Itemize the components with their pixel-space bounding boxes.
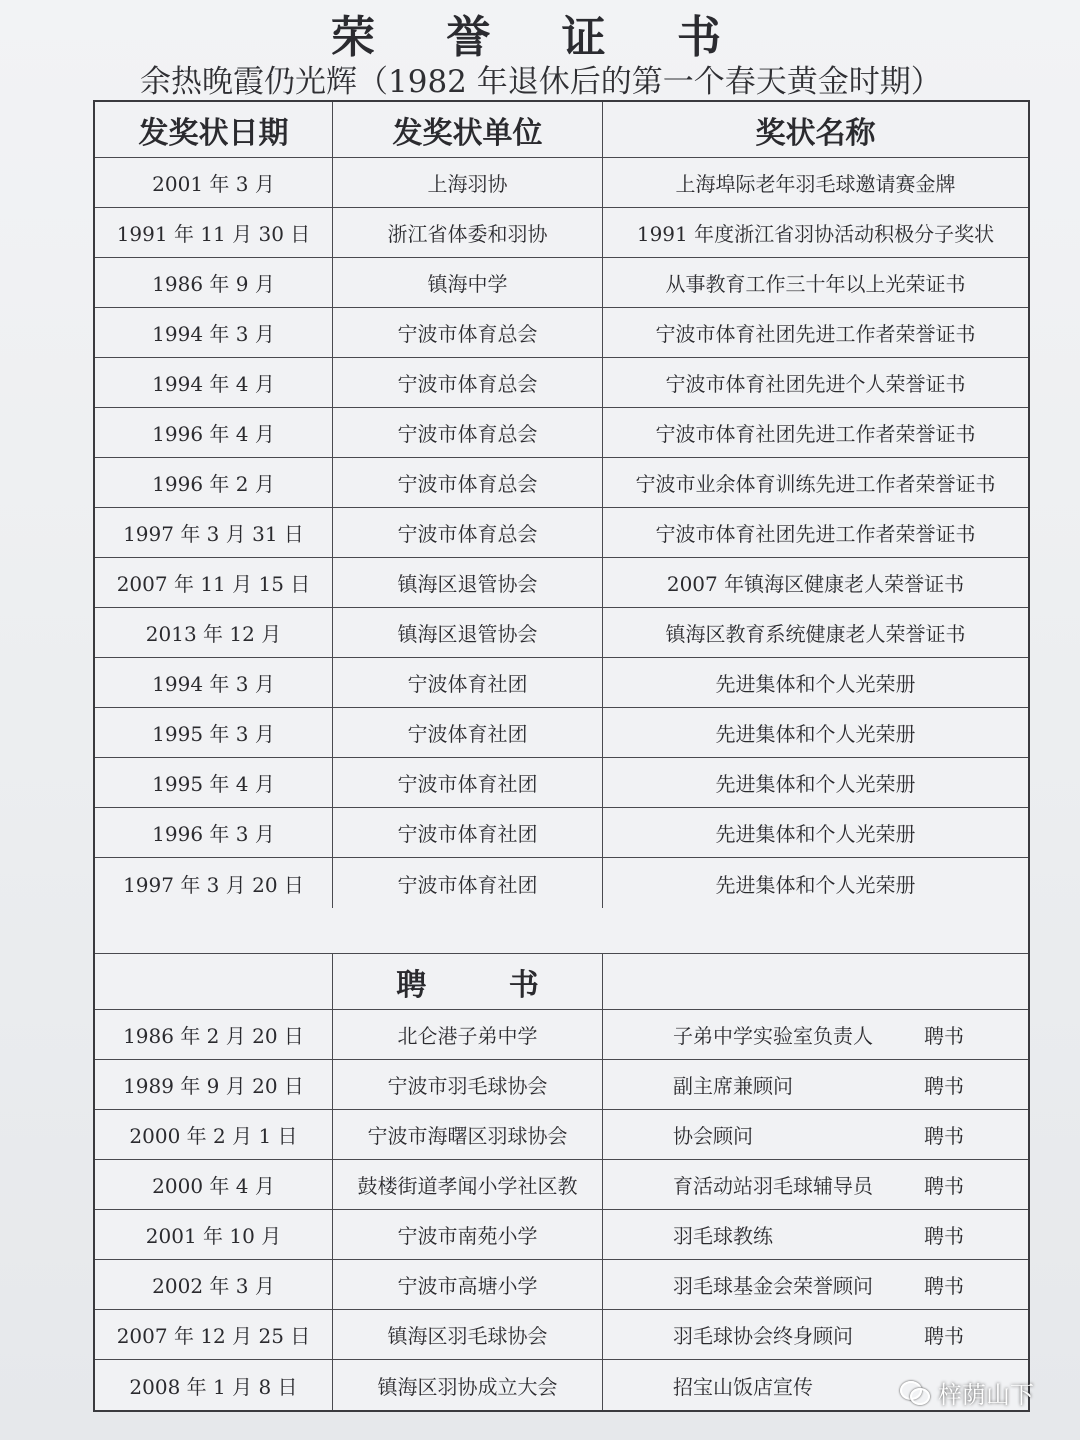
award-date: 1994 年 3 月: [95, 308, 333, 357]
table-row: [95, 1210, 1028, 1260]
appointment-unit: 宁波市南苑小学: [333, 1210, 603, 1259]
honors-table: [93, 100, 1030, 1412]
page-title: 荣 誉 证 书: [331, 12, 749, 63]
award-name: 宁波市体育社团先进工作者荣誉证书: [655, 322, 976, 346]
appointment-role: 育活动站羽毛球辅导员: [673, 1174, 873, 1198]
table-row: [95, 458, 1028, 508]
award-name: 宁波市体育社团先进个人荣誉证书: [665, 372, 966, 396]
table-row: [95, 1160, 1028, 1210]
appointment-role-cell: [603, 1010, 1028, 1059]
table-row: [95, 808, 1028, 858]
appointments-header: 聘 书: [333, 954, 603, 1009]
award-name: 2007 年镇海区健康老人荣誉证书: [666, 572, 965, 596]
table-row: [95, 508, 1028, 558]
table-row: [95, 358, 1028, 408]
appointment-type: 聘书: [924, 1024, 964, 1048]
award-name: 1991 年度浙江省羽协活动积极分子奖状: [636, 222, 995, 246]
award-date: 1995 年 3 月: [95, 708, 333, 757]
appointment-date: 1986 年 2 月 20 日: [95, 1010, 333, 1059]
award-rows: [95, 158, 1028, 908]
appointment-role: 羽毛球教练: [673, 1224, 773, 1248]
appointment-unit: 宁波市高塘小学: [333, 1260, 603, 1309]
table-row: [95, 258, 1028, 308]
award-date: 1996 年 3 月: [95, 808, 333, 857]
award-unit: 宁波市体育社团: [333, 858, 603, 908]
award-date: 2007 年 11 月 15 日: [95, 558, 333, 607]
appointment-role-cell: [603, 1160, 1028, 1209]
appointment-role-cell: [603, 1060, 1028, 1109]
award-date: 1995 年 4 月: [95, 758, 333, 807]
appointment-unit: 宁波市羽毛球协会: [333, 1060, 603, 1109]
table-row: [95, 308, 1028, 358]
appointment-role-cell: [603, 1260, 1028, 1309]
appointment-type: 聘书: [924, 1224, 964, 1248]
appointment-unit: 北仑港子弟中学: [333, 1010, 603, 1059]
appointment-unit: 宁波市海曙区羽球协会: [333, 1110, 603, 1159]
table-row: [95, 158, 1028, 208]
appointment-date: 2001 年 10 月: [95, 1210, 333, 1259]
award-name: 先进集体和个人光荣册: [715, 772, 916, 796]
appointment-role-cell: [603, 1110, 1028, 1159]
appointment-unit: 鼓楼街道孝闻小学社区教: [333, 1160, 603, 1209]
award-name: 宁波市业余体育训练先进工作者荣誉证书: [635, 472, 996, 496]
award-name: 先进集体和个人光荣册: [715, 872, 916, 897]
appointment-role: 羽毛球基金会荣誉顾问: [673, 1274, 873, 1298]
appointment-date: 1989 年 9 月 20 日: [95, 1060, 333, 1109]
award-date: 1994 年 4 月: [95, 358, 333, 407]
appointment-date: 2002 年 3 月: [95, 1260, 333, 1309]
header-date: 发奖状日期: [95, 102, 333, 157]
award-name: 从事教育工作三十年以上光荣证书: [665, 272, 966, 296]
award-date: 2001 年 3 月: [95, 158, 333, 207]
appointments-header-blank-right: [603, 954, 1028, 1009]
appointment-date: 2008 年 1 月 8 日: [95, 1360, 333, 1410]
award-name: 先进集体和个人光荣册: [715, 722, 916, 746]
award-date: 1997 年 3 月 20 日: [95, 858, 333, 908]
award-date: 1997 年 3 月 31 日: [95, 508, 333, 557]
appointment-role: 协会顾问: [673, 1124, 753, 1148]
appointment-unit: 镇海区羽毛球协会: [333, 1310, 603, 1359]
table-row: [95, 658, 1028, 708]
table-row: [95, 1260, 1028, 1310]
appointments-header-blank: [95, 954, 333, 1009]
table-row: [95, 1010, 1028, 1060]
appointment-role: 子弟中学实验室负责人: [673, 1024, 873, 1048]
award-unit: 宁波市体育总会: [333, 458, 603, 507]
award-unit: 宁波市体育社团: [333, 808, 603, 857]
appointment-date: 2000 年 4 月: [95, 1160, 333, 1209]
award-unit: 镇海区退管协会: [333, 608, 603, 657]
table-row: [95, 1360, 1028, 1410]
appointment-role-cell: [603, 1210, 1028, 1259]
appointment-date: 2007 年 12 月 25 日: [95, 1310, 333, 1359]
table-row: [95, 558, 1028, 608]
watermark: [900, 1372, 1034, 1412]
award-name: 镇海区教育系统健康老人荣誉证书: [665, 622, 966, 646]
award-name: 宁波市体育社团先进工作者荣誉证书: [655, 422, 976, 446]
wechat-icon: [900, 1379, 930, 1405]
header-name: 奖状名称: [755, 115, 876, 151]
appointment-type: 聘书: [924, 1124, 964, 1148]
appointment-type: 聘书: [924, 1274, 964, 1298]
award-unit: 上海羽协: [333, 158, 603, 207]
award-unit: 宁波体育社团: [333, 708, 603, 757]
appointment-unit: 镇海区羽协成立大会: [333, 1360, 603, 1410]
award-name: 先进集体和个人光荣册: [715, 672, 916, 696]
page-subtitle: 余热晚霞仍光辉（1982 年退休后的第一个春天黄金时期）: [140, 64, 942, 100]
award-date: 1996 年 4 月: [95, 408, 333, 457]
table-row: [95, 1060, 1028, 1110]
table-row: [95, 608, 1028, 658]
award-unit: 浙江省体委和羽协: [333, 208, 603, 257]
watermark-text: 梓荫山下: [938, 1380, 1034, 1409]
table-row: [95, 1110, 1028, 1160]
appointment-role: 副主席兼顾问: [673, 1074, 793, 1098]
table-row: [95, 858, 1028, 908]
award-unit: 镇海区退管协会: [333, 558, 603, 607]
appointment-role-cell: [603, 1310, 1028, 1359]
award-date: 1994 年 3 月: [95, 658, 333, 707]
award-unit: 宁波市体育总会: [333, 408, 603, 457]
appointment-type: 聘书: [924, 1074, 964, 1098]
table-row: [95, 208, 1028, 258]
award-unit: 镇海中学: [333, 258, 603, 307]
award-date: 1996 年 2 月: [95, 458, 333, 507]
appointment-role: 羽毛球协会终身顾问: [673, 1324, 853, 1348]
table-row: [95, 708, 1028, 758]
award-unit: 宁波市体育总会: [333, 308, 603, 357]
section-divider: [95, 908, 1028, 954]
appointment-date: 2000 年 2 月 1 日: [95, 1110, 333, 1159]
header-unit: 发奖状单位: [333, 102, 603, 157]
award-name: 上海埠际老年羽毛球邀请赛金牌: [675, 172, 956, 196]
award-unit: 宁波体育社团: [333, 658, 603, 707]
table-row: [95, 1310, 1028, 1360]
appointments-header-row: [95, 954, 1028, 1010]
award-unit: 宁波市体育总会: [333, 358, 603, 407]
appointment-rows: [95, 1010, 1028, 1410]
appointment-type: 聘书: [924, 1324, 964, 1348]
appointment-type: 聘书: [924, 1174, 964, 1198]
award-date: 1986 年 9 月: [95, 258, 333, 307]
award-unit: 宁波市体育总会: [333, 508, 603, 557]
table-row: [95, 758, 1028, 808]
award-name: 宁波市体育社团先进工作者荣誉证书: [655, 522, 976, 546]
award-unit: 宁波市体育社团: [333, 758, 603, 807]
award-date: 1991 年 11 月 30 日: [95, 208, 333, 257]
appointment-role: 招宝山饭店宣传: [673, 1374, 813, 1399]
award-date: 2013 年 12 月: [95, 608, 333, 657]
table-header-row: [95, 102, 1028, 158]
table-row: [95, 408, 1028, 458]
award-name: 先进集体和个人光荣册: [715, 822, 916, 846]
